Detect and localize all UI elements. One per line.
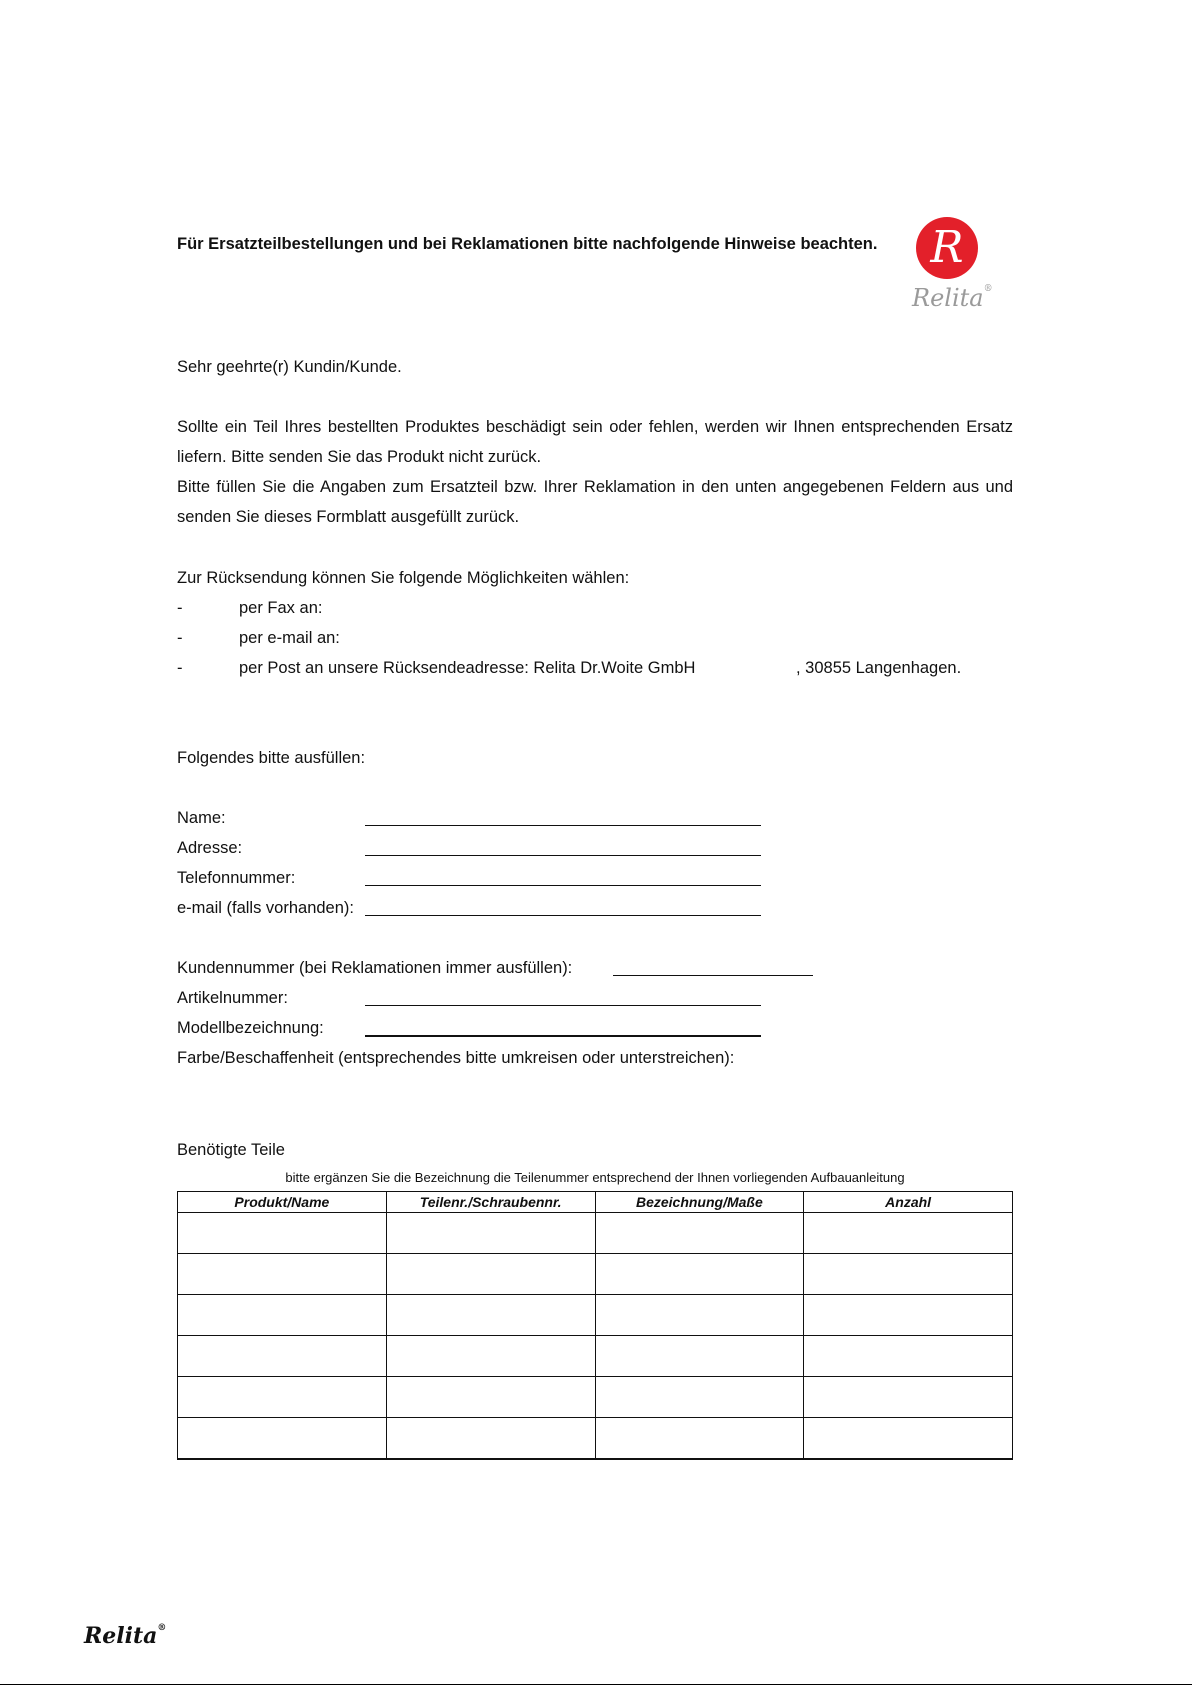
table-cell[interactable] <box>595 1213 804 1254</box>
logo-word: Relita <box>912 284 984 312</box>
email-field[interactable] <box>365 915 761 916</box>
table-cell[interactable] <box>386 1336 595 1377</box>
option-post-city: , 30855 Langenhagen. <box>796 659 962 677</box>
form-intro: Folgendes bitte ausfüllen: <box>177 749 366 767</box>
option-dash: - <box>177 629 183 647</box>
parts-table <box>177 1191 1013 1460</box>
column-header-description: Bezeichnung/Maße <box>595 1192 804 1213</box>
table-row <box>178 1336 1013 1377</box>
salutation: Sehr geehrte(r) Kundin/Kunde. <box>177 358 402 376</box>
model-label: Modellbezeichnung: <box>177 1019 324 1037</box>
table-cell[interactable] <box>178 1418 387 1460</box>
table-cell[interactable] <box>178 1377 387 1418</box>
table-cell[interactable] <box>804 1295 1013 1336</box>
table-row <box>178 1295 1013 1336</box>
registered-mark: ® <box>983 284 993 294</box>
return-intro: Zur Rücksendung können Sie folgende Möglichkeiten wählen: <box>177 569 630 587</box>
footer-registered-mark: ® <box>157 1623 167 1633</box>
option-post: per Post an unsere Rücksendeadresse: Relita Dr.Woite GmbH <box>239 659 696 677</box>
table-cell[interactable] <box>804 1254 1013 1295</box>
table-cell[interactable] <box>178 1213 387 1254</box>
name-label: Name: <box>177 809 226 827</box>
table-cell[interactable] <box>804 1336 1013 1377</box>
table-cell[interactable] <box>595 1254 804 1295</box>
table-row <box>178 1254 1013 1295</box>
model-field[interactable] <box>365 1035 761 1037</box>
table-cell[interactable] <box>178 1295 387 1336</box>
table-cell[interactable] <box>804 1418 1013 1460</box>
article-number-label: Artikelnummer: <box>177 989 288 1007</box>
table-cell[interactable] <box>595 1418 804 1460</box>
column-header-product: Produkt/Name <box>178 1192 387 1213</box>
table-cell[interactable] <box>595 1377 804 1418</box>
option-dash: - <box>177 599 183 617</box>
table-header-row <box>178 1192 1013 1213</box>
table-cell[interactable] <box>386 1418 595 1460</box>
phone-label: Telefonnummer: <box>177 869 296 887</box>
table-row <box>178 1418 1013 1460</box>
table-row <box>178 1213 1013 1254</box>
footer-logo-word: Relita <box>84 1623 158 1649</box>
table-cell[interactable] <box>178 1254 387 1295</box>
paragraph-1: Sollte ein Teil Ihres bestellten Produktes beschädigt sein oder fehlen, werden wir Ihnen entsprechenden Ersatz liefern. Bitte senden Sie das Produkt nicht zurück. <box>177 418 1013 466</box>
table-cell[interactable] <box>386 1295 595 1336</box>
table-cell[interactable] <box>386 1213 595 1254</box>
customer-number-field[interactable] <box>613 975 813 976</box>
paragraph-2: Bitte füllen Sie die Angaben zum Ersatzteil bzw. Ihrer Reklamation in den unten angegebenen Feldern aus und senden Sie dieses Formblatt ausgefüllt zurück. <box>177 478 1013 526</box>
table-cell[interactable] <box>595 1336 804 1377</box>
option-fax: per Fax an: <box>239 599 323 617</box>
email-label: e-mail (falls vorhanden): <box>177 899 354 917</box>
table-cell[interactable] <box>386 1377 595 1418</box>
table-row <box>178 1377 1013 1418</box>
footer-logo-wordmark <box>84 1623 166 1649</box>
address-label: Adresse: <box>177 839 243 857</box>
address-field[interactable] <box>365 855 761 856</box>
table-cell[interactable] <box>386 1254 595 1295</box>
color-label: Farbe/Beschaffenheit (entsprechendes bitte umkreisen oder unterstreichen): <box>177 1049 735 1067</box>
parts-title: Benötigte Teile <box>177 1141 285 1159</box>
phone-field[interactable] <box>365 885 761 886</box>
option-email: per e-mail an: <box>239 629 340 647</box>
table-cell[interactable] <box>178 1336 387 1377</box>
name-field[interactable] <box>365 825 761 826</box>
page-title: Für Ersatzteilbestellungen und bei Reklamationen bitte nachfolgende Hinweise beachten. <box>177 235 878 253</box>
table-cell[interactable] <box>595 1295 804 1336</box>
column-header-part-number: Teilenr./Schraubennr. <box>386 1192 595 1213</box>
article-number-field[interactable] <box>365 1005 761 1006</box>
relita-logo-icon: R <box>916 217 978 279</box>
table-cell[interactable] <box>804 1213 1013 1254</box>
table-cell[interactable] <box>804 1377 1013 1418</box>
relita-logo-wordmark <box>912 284 993 312</box>
column-header-quantity: Anzahl <box>804 1192 1013 1213</box>
parts-hint: bitte ergänzen Sie die Bezeichnung die Teilenummer entsprechend der Ihnen vorliegenden Aufbauanleitung <box>285 1170 905 1185</box>
customer-number-label: Kundennummer (bei Reklamationen immer ausfüllen): <box>177 959 573 977</box>
option-dash: - <box>177 659 183 677</box>
